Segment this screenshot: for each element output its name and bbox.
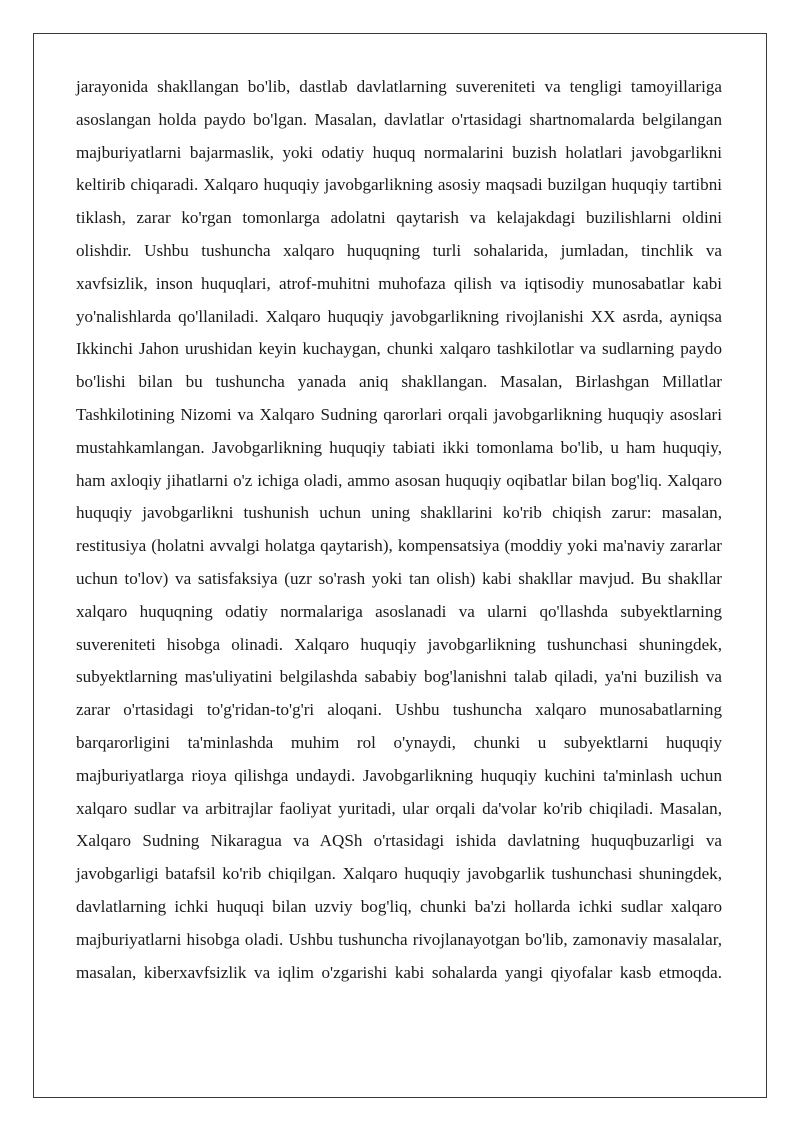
body-paragraph: jarayonida shakllangan bo'lib, dastlab davlatlarning suvereniteti va tengligi tamoyillariga asoslangan holda paydo bo'lgan. Masalan, davlatlar o'rtasidagi shartnomalarda belgilangan majburiyatlarni bajarmaslik, yoki odatiy huquq normalarini buzish holatlari javobgarlikni keltirib chiqaradi. Xalqaro huquqiy javobgarlikning asosiy maqsadi buzilgan huquqiy tartibni tiklash, zarar ko'rgan tomonlarga adolatni qaytarish va kelajakdagi buzilishlarni oldini olishdir. Ushbu tushuncha xalqaro huquqning turli sohalarida, jumladan, tinchlik va xavfsizlik, inson huquqlari, atrof-muhitni muhofaza qilish va iqtisodiy munosabatlar kabi yo'nalishlarda qo'llaniladi. Xalqaro huquqiy javobgarlikning rivojlanishi XX asrda, ayniqsa Ikkinchi Jahon urushidan keyin kuchaygan, chunki xalqaro tashkilotlar va sudlarning paydo bo'lishi bilan bu tushuncha yanada aniq shakllangan. Masalan, Birlashgan Millatlar Tashkilotining Nizomi va Xalqaro Sudning qarorlari orqali javobgarlikning huquqiy asoslari mustahkamlangan. Javobgarlikning huquqiy tabiati ikki tomonlama bo'lib, u ham huquqiy, ham axloqiy jihatlarni o'z ichiga oladi, ammo asosan huquqiy oqibatlar bilan bog'liq. Xalqaro huquqiy javobgarlikni tushunish uchun uning shakllarini ko'rib chiqish zarur: masalan, restitusiya (holatni avvalgi holatga qaytarish), kompensatsiya (moddiy yoki ma'naviy zararlar uchun to'lov) va satisfaksiya (uzr so'rash yoki tan olish) kabi shakllar mavjud. Bu shakllar xalqaro huquqning odatiy normalariga asoslanadi va ularni qo'llashda subyektlarning suvereniteti hisobga olinadi. Xalqaro huquqiy javobgarlikning tushunchasi shuningdek, subyektlarning mas'uliyatini belgilashda sababiy bog'lanishni talab qiladi, ya'ni buzilish va zarar o'rtasidagi to'g'ridan-to'g'ri aloqani. Ushbu tushuncha xalqaro munosabatlarning barqarorligini ta'minlashda muhim rol o'ynaydi, chunki u subyektlarni huquqiy majburiyatlarga rioya qilishga undaydi. Javobgarlikning huquqiy kuchini ta'minlash uchun xalqaro sudlar va arbitrajlar faoliyat yuritadi, ular orqali da'volar ko'rib chiqiladi. Masalan, Xalqaro Sudning Nikaragua va AQSh o'rtasidagi ishida davlatning huquqbuzarligi va javobgarligi batafsil ko'rib chiqilgan. Xalqaro huquqiy javobgarlik tushunchasi shuningdek, davlatlarning ichki huquqi bilan uzviy bog'liq, chunki ba'zi hollarda ichki sudlar xalqaro majburiyatlarni hisobga oladi. Ushbu tushuncha rivojlanayotgan bo'lib, zamonaviy masalalar, masalan, kiberxavfsizlik va iqlim o'zgarishi kabi sohalarda yangi qiyofalar kasb etmoqda. — [76, 77, 722, 982]
